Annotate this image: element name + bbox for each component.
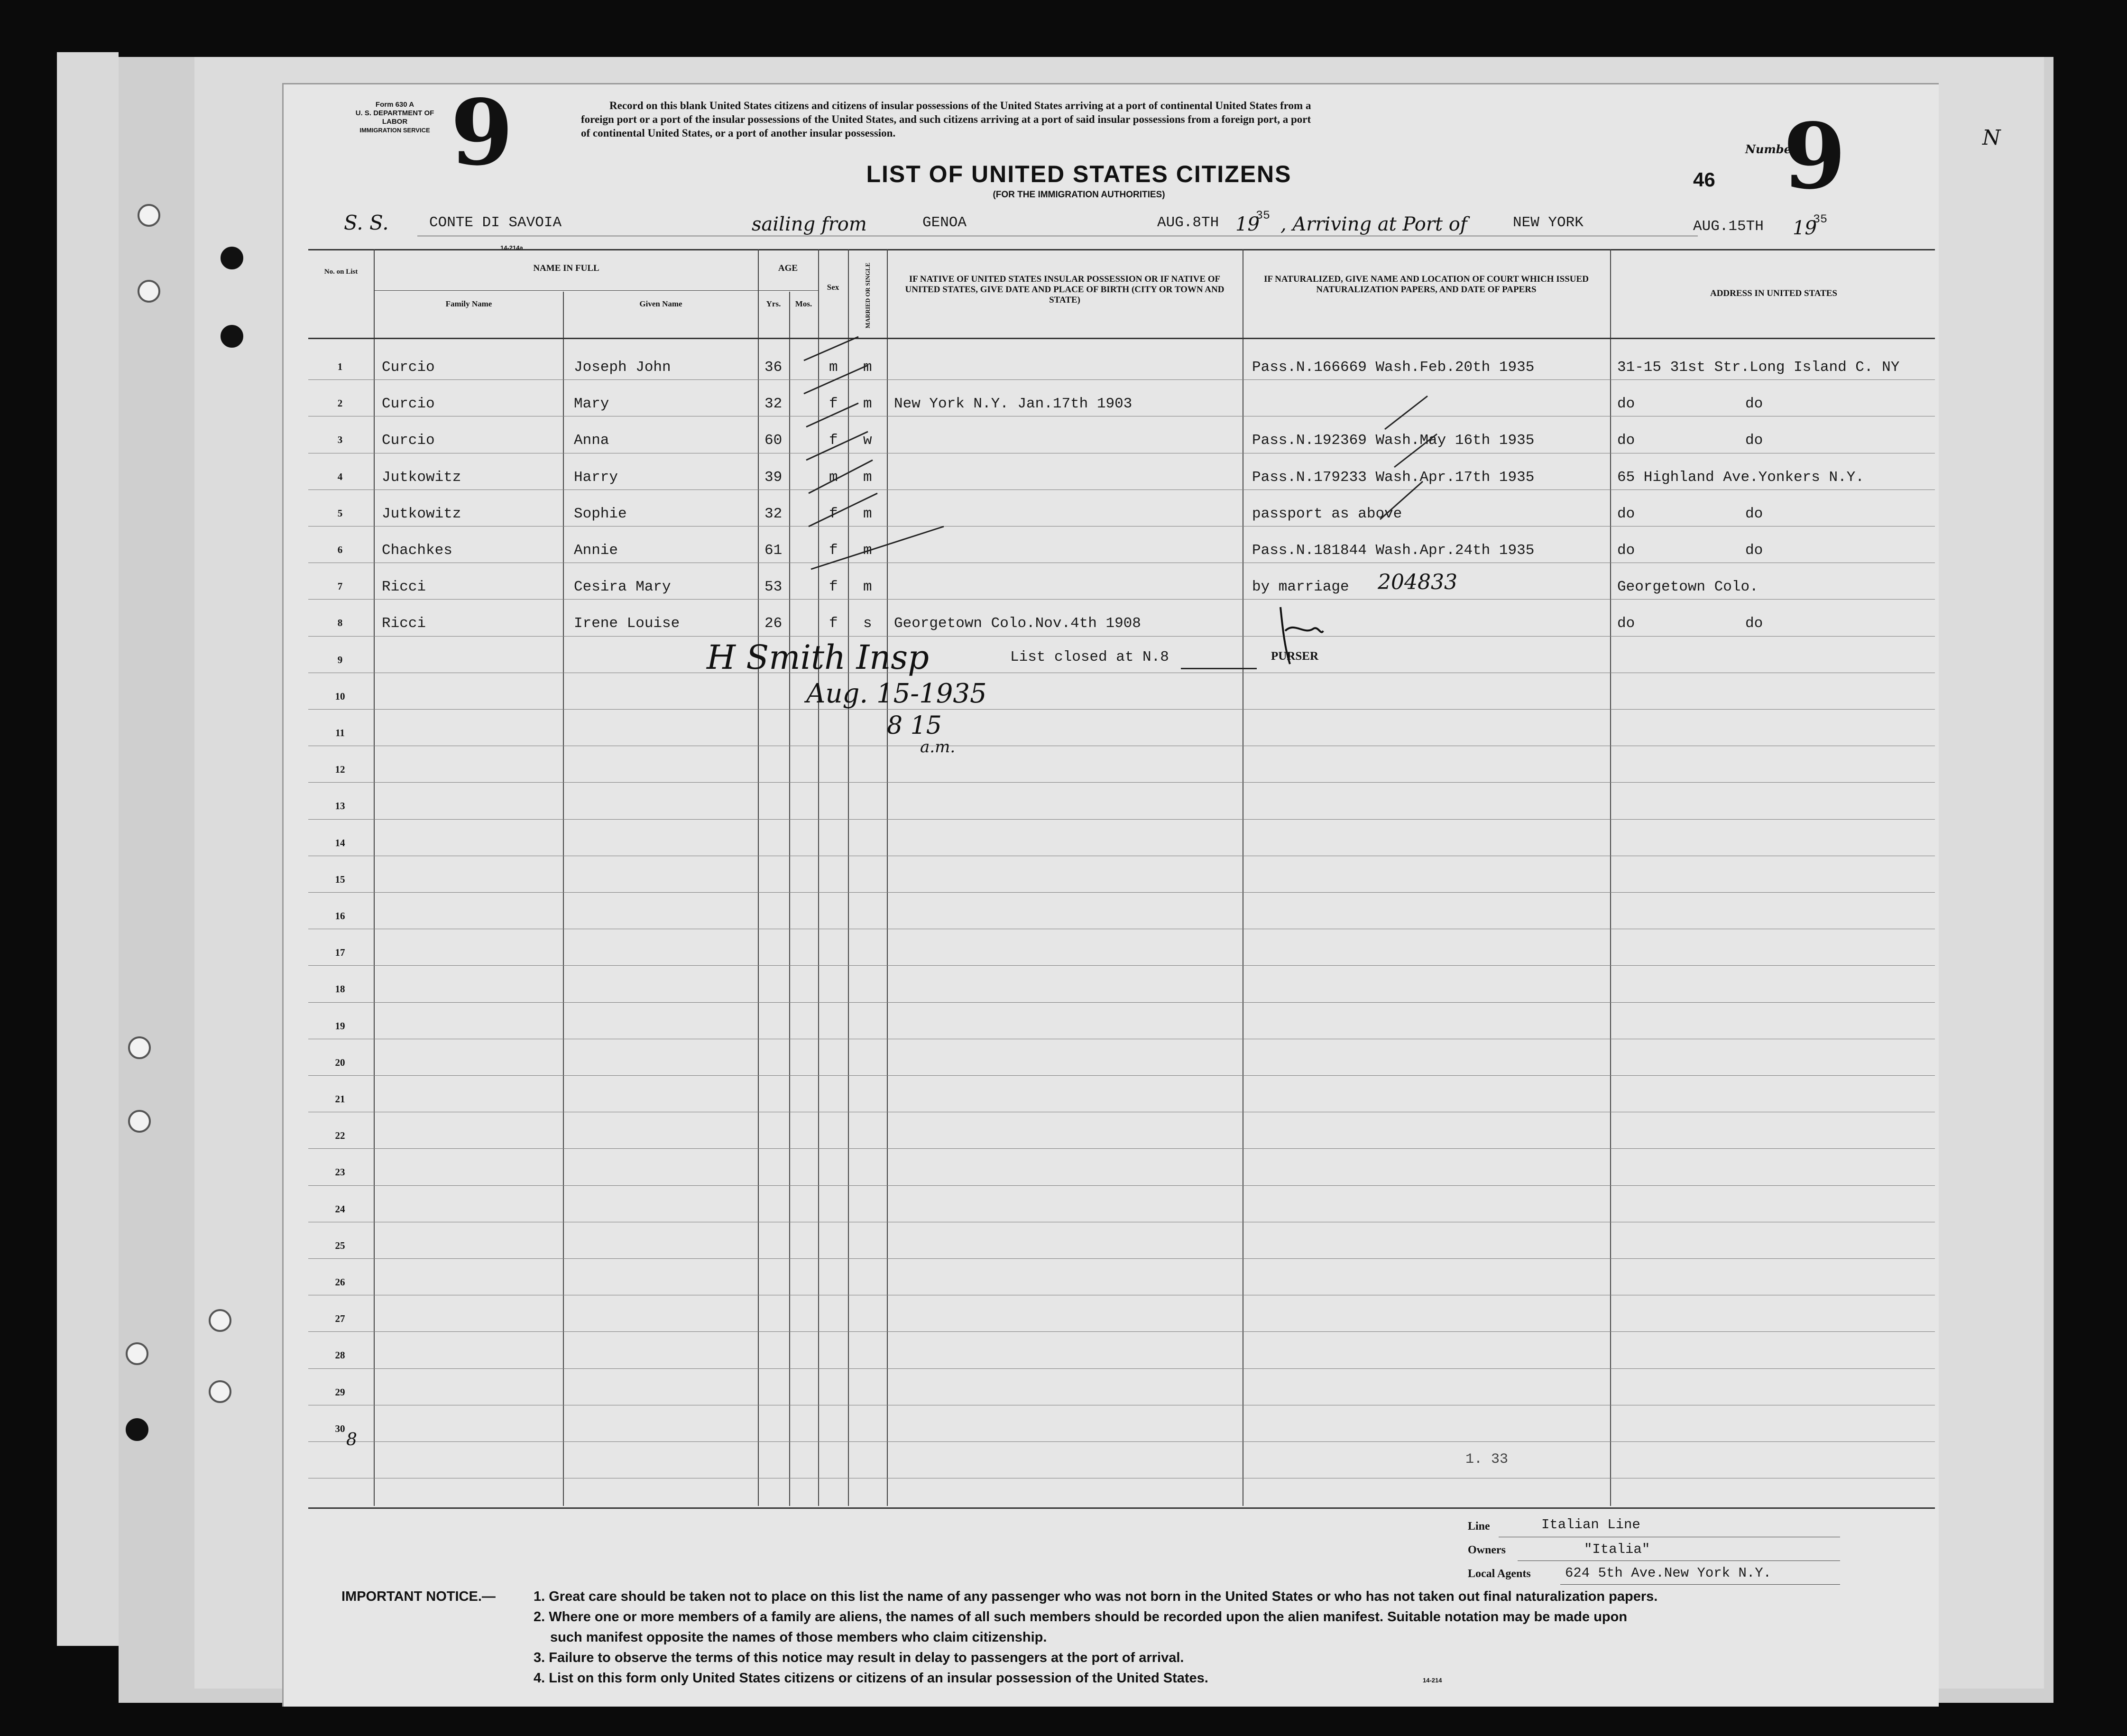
cell-ms: s — [863, 615, 872, 632]
sailing-port: GENOA — [922, 214, 967, 231]
cell-given: Sophie — [574, 506, 627, 522]
row-rule — [308, 965, 1935, 966]
check-marks — [801, 332, 1001, 626]
cell-nat: Pass.N.179233 Wash.Apr.17th 1935 — [1252, 469, 1535, 486]
row-rule — [308, 1258, 1935, 1259]
cell-family: Jutkowitz — [382, 506, 461, 522]
row-rule — [308, 1331, 1935, 1332]
cell-addr1: 31-15 31st Str.Long Island C. NY — [1617, 359, 1900, 376]
row-rule — [308, 1185, 1935, 1186]
row-number: 13 — [335, 800, 345, 812]
row-number: 12 — [335, 764, 345, 775]
row-number: 22 — [335, 1130, 345, 1141]
cell-addr1: do — [1617, 542, 1635, 559]
binder-hole — [209, 1380, 231, 1403]
header-married-single: MARRIED OR SINGLE — [864, 262, 871, 329]
row-rule — [308, 892, 1935, 893]
header-years: Yrs. — [766, 299, 781, 308]
row-rule — [308, 599, 1935, 600]
cell-addr2: do — [1745, 615, 1763, 632]
row-rule — [308, 1075, 1935, 1076]
cell-addr1: do — [1617, 432, 1635, 449]
cell-sex: f — [829, 396, 838, 412]
passenger-table — [308, 249, 1935, 1509]
row-number: 30 — [335, 1423, 345, 1434]
cell-addr1: Georgetown Colo. — [1617, 579, 1759, 595]
cell-given: Cesira Mary — [574, 579, 671, 595]
cell-addr1: do — [1617, 396, 1635, 412]
row-rule — [308, 379, 1935, 380]
form-code: 14-214a — [500, 244, 523, 251]
header-native-birth: IF NATIVE OF UNITED STATES INSULAR POSSESSION OR IF NATIVE OF UNITED STATES, GIVE DATE AND PLACE OF BIRTH (CITY OR TOWN AND STATE) — [905, 274, 1225, 305]
row-number: 29 — [335, 1386, 345, 1398]
sailing-date: AUG.8TH — [1157, 214, 1219, 231]
cell-family: Ricci — [382, 579, 426, 595]
cell-yrs: 39 — [764, 469, 783, 486]
binder-hole — [128, 1110, 151, 1133]
notice-item-3: 3. Failure to observe the terms of this notice may result in delay to passengers at the port of arrival. — [534, 1650, 1184, 1665]
notice-item-1: 1. Great care should be taken not to place on this list the name of any passenger who was not born in the United States or who has not taken out final naturalization papers. — [534, 1589, 1658, 1604]
cell-given: Mary — [574, 396, 609, 412]
cell-addr2: do — [1745, 396, 1763, 412]
cell-given: Harry — [574, 469, 618, 486]
inspection-date: Aug. 15-1935 — [806, 678, 987, 709]
row-number: 28 — [335, 1349, 345, 1361]
owners-label: Owners — [1468, 1544, 1506, 1556]
cell-birth: Georgetown Colo.Nov.4th 1908 — [894, 615, 1141, 632]
binder-hole — [128, 1036, 151, 1059]
cell-family: Jutkowitz — [382, 469, 461, 486]
row-number: 21 — [335, 1093, 345, 1105]
cell-yrs: 36 — [764, 359, 783, 376]
cell-sex: f — [829, 615, 838, 632]
row-number: 26 — [335, 1276, 345, 1288]
cell-addr1: do — [1617, 615, 1635, 632]
header-sex: Sex — [827, 283, 839, 292]
cell-addr1: do — [1617, 506, 1635, 522]
list-closed: List closed at N.8 — [1010, 649, 1169, 665]
marriage-note: 204833 — [1378, 570, 1457, 594]
cell-no: 5 — [337, 508, 343, 519]
row-rule — [308, 819, 1935, 820]
inspector-signature: H Smith Insp — [707, 638, 929, 677]
cell-sex: f — [829, 579, 838, 595]
sailing-label: sailing from — [752, 213, 867, 235]
cell-addr1: 65 Highland Ave.Yonkers N.Y. — [1617, 469, 1864, 486]
cell-yrs: 61 — [764, 542, 783, 559]
row-number: 19 — [335, 1020, 345, 1032]
cell-given: Joseph John — [574, 359, 671, 376]
check-marks-nat — [1375, 391, 1489, 534]
binder-hole — [138, 204, 160, 227]
cell-no: 3 — [337, 434, 343, 445]
line-value: Italian Line — [1541, 1517, 1640, 1533]
row-rule — [308, 782, 1935, 783]
cell-nat: passport as above — [1252, 506, 1402, 522]
notice-item-2-cont: such manifest opposite the names of those members who claim citizenship. — [550, 1630, 1047, 1645]
row-number: 11 — [335, 727, 345, 739]
cell-sex: m — [829, 469, 838, 486]
cell-no: 1 — [337, 361, 343, 372]
header-name-full: NAME IN FULL — [533, 263, 599, 273]
row-number: 18 — [335, 983, 345, 995]
cell-addr2: do — [1745, 432, 1763, 449]
row-number: 9 — [337, 654, 343, 665]
cell-no: 2 — [337, 397, 343, 409]
agents-value: 624 5th Ave.New York N.Y. — [1565, 1565, 1772, 1581]
arrival-date: AUG.15TH — [1693, 218, 1764, 235]
cell-yrs: 60 — [764, 432, 783, 449]
cell-family: Chachkes — [382, 542, 452, 559]
cell-nat: Pass.N.166669 Wash.Feb.20th 1935 — [1252, 359, 1535, 376]
row-number: 16 — [335, 910, 345, 922]
row-rule — [308, 489, 1935, 490]
sheet-number-right: 9 — [1783, 103, 1846, 209]
number-label: Number — [1745, 142, 1797, 156]
form-id: Form 630 A U. S. DEPARTMENT OF LABOR IMMIGRATION SERVICE — [355, 101, 434, 134]
cell-addr2: do — [1745, 542, 1763, 559]
cell-addr2: do — [1745, 506, 1763, 522]
cell-no: 7 — [337, 581, 343, 592]
notice-item-2: 2. Where one or more members of a family are aliens, the names of all such members should be recorded upon the alien manifest. Suitable notation may be made upon — [534, 1609, 1628, 1625]
notice-item-4: 4. List on this form only United States citizens or citizens of an insular possession of the United States. — [534, 1671, 1208, 1686]
cell-given: Anna — [574, 432, 609, 449]
row-number: 20 — [335, 1057, 345, 1068]
binder-hole — [221, 247, 243, 269]
cell-ms: m — [863, 359, 872, 376]
notice-heading: IMPORTANT NOTICE.— — [341, 1589, 496, 1604]
arriving-label: , Arriving at Port of — [1280, 213, 1467, 235]
binding-edge — [57, 52, 119, 1646]
cell-ms: m — [863, 396, 872, 412]
year-prefix-2: 19 — [1793, 217, 1817, 239]
header-given-name: Given Name — [639, 299, 682, 308]
sailing-year: 35 — [1256, 209, 1271, 222]
cell-ms: m — [863, 579, 872, 595]
cell-sex: f — [829, 542, 838, 559]
row-number: 10 — [335, 691, 345, 702]
row-number: 25 — [335, 1240, 345, 1251]
ship-name: CONTE DI SAVOIA — [429, 214, 562, 231]
row-number: 27 — [335, 1313, 345, 1324]
row-number: 14 — [335, 837, 345, 849]
row-number: 23 — [335, 1166, 345, 1178]
cell-sex: m — [829, 359, 838, 376]
cell-ms: m — [863, 469, 872, 486]
corner-mark: N — [1982, 126, 2001, 150]
cell-ms: m — [863, 506, 872, 522]
cell-nat: by marriage — [1252, 579, 1349, 595]
inspection-ampm: a.m. — [920, 738, 956, 757]
cell-given: Irene Louise — [574, 615, 680, 632]
row-number: 17 — [335, 947, 345, 958]
cell-birth: New York N.Y. Jan.17th 1903 — [894, 396, 1133, 412]
row-rule — [308, 1441, 1935, 1442]
cell-sex: f — [829, 432, 838, 449]
header-address: ADDRESS IN UNITED STATES — [1710, 288, 1837, 298]
cell-given: Annie — [574, 542, 618, 559]
line-label: Line — [1468, 1520, 1490, 1533]
form-instructions: Record on this blank United States citizens and citizens of insular possessions of the United States arriving at a port of continental United States from a foreign port or a port of the insular possessions of the United States, and such citizens arriving at a port of said insular possessions from a foreign port, a port of continental United States, or a port of another insular possession. — [581, 100, 1311, 139]
ss-label: S. S. — [344, 211, 389, 234]
cell-no: 6 — [337, 544, 343, 555]
cell-family: Curcio — [382, 432, 435, 449]
binder-hole — [126, 1342, 148, 1365]
sheet-number-left: 9 — [451, 80, 514, 185]
cell-ms: m — [863, 542, 872, 559]
row-rule — [308, 709, 1935, 710]
cell-yrs: 26 — [764, 615, 783, 632]
header-months: Mos. — [795, 299, 812, 308]
row-number: 15 — [335, 874, 345, 885]
header-age: AGE — [778, 263, 798, 273]
year-prefix: 19 — [1235, 213, 1260, 235]
row-number: 24 — [335, 1203, 345, 1215]
cell-sex: f — [829, 506, 838, 522]
header-no: No. on List — [324, 268, 358, 276]
binder-hole — [209, 1309, 231, 1332]
binder-hole — [138, 280, 160, 303]
cell-yrs: 32 — [764, 506, 783, 522]
cell-family: Curcio — [382, 396, 435, 412]
cell-ms: w — [863, 432, 872, 449]
cell-nat: Pass.N.181844 Wash.Apr.24th 1935 — [1252, 542, 1535, 559]
cell-family: Curcio — [382, 359, 435, 376]
cell-no: 4 — [337, 471, 343, 482]
cell-yrs: 32 — [764, 396, 783, 412]
cell-family: Ricci — [382, 615, 426, 632]
row-rule — [308, 1368, 1935, 1369]
binder-hole — [126, 1418, 148, 1441]
agents-label: Local Agents — [1468, 1568, 1531, 1580]
list-number: 46 — [1693, 168, 1715, 191]
cell-nat: Pass.N.192369 Wash.May 16th 1935 — [1252, 432, 1535, 449]
cell-yrs: 53 — [764, 579, 783, 595]
form-title: LIST OF UNITED STATES CITIZENS — [866, 161, 1292, 187]
row-rule — [308, 636, 1935, 637]
arrival-year: 35 — [1813, 212, 1828, 226]
count-note: 8 — [346, 1430, 357, 1450]
cell-no: 8 — [337, 617, 343, 628]
row-rule — [308, 1002, 1935, 1003]
row-rule — [308, 1148, 1935, 1149]
header-naturalized: IF NATURALIZED, GIVE NAME AND LOCATION OF COURT WHICH ISSUED NATURALIZATION PAPERS, AND DATE OF PAPERS — [1264, 274, 1589, 295]
inspection-time: 8 15 — [887, 711, 942, 740]
notice-code: 14-214 — [1423, 1677, 1442, 1684]
header-family-name: Family Name — [445, 299, 492, 308]
purser-label: PURSER — [1271, 650, 1319, 663]
bottom-note: 1. 33 — [1465, 1451, 1509, 1468]
binder-hole — [221, 325, 243, 348]
form-subtitle: (FOR THE IMMIGRATION AUTHORITIES) — [993, 190, 1165, 200]
owners-value: "Italia" — [1584, 1542, 1650, 1557]
arrival-port: NEW YORK — [1513, 214, 1584, 231]
